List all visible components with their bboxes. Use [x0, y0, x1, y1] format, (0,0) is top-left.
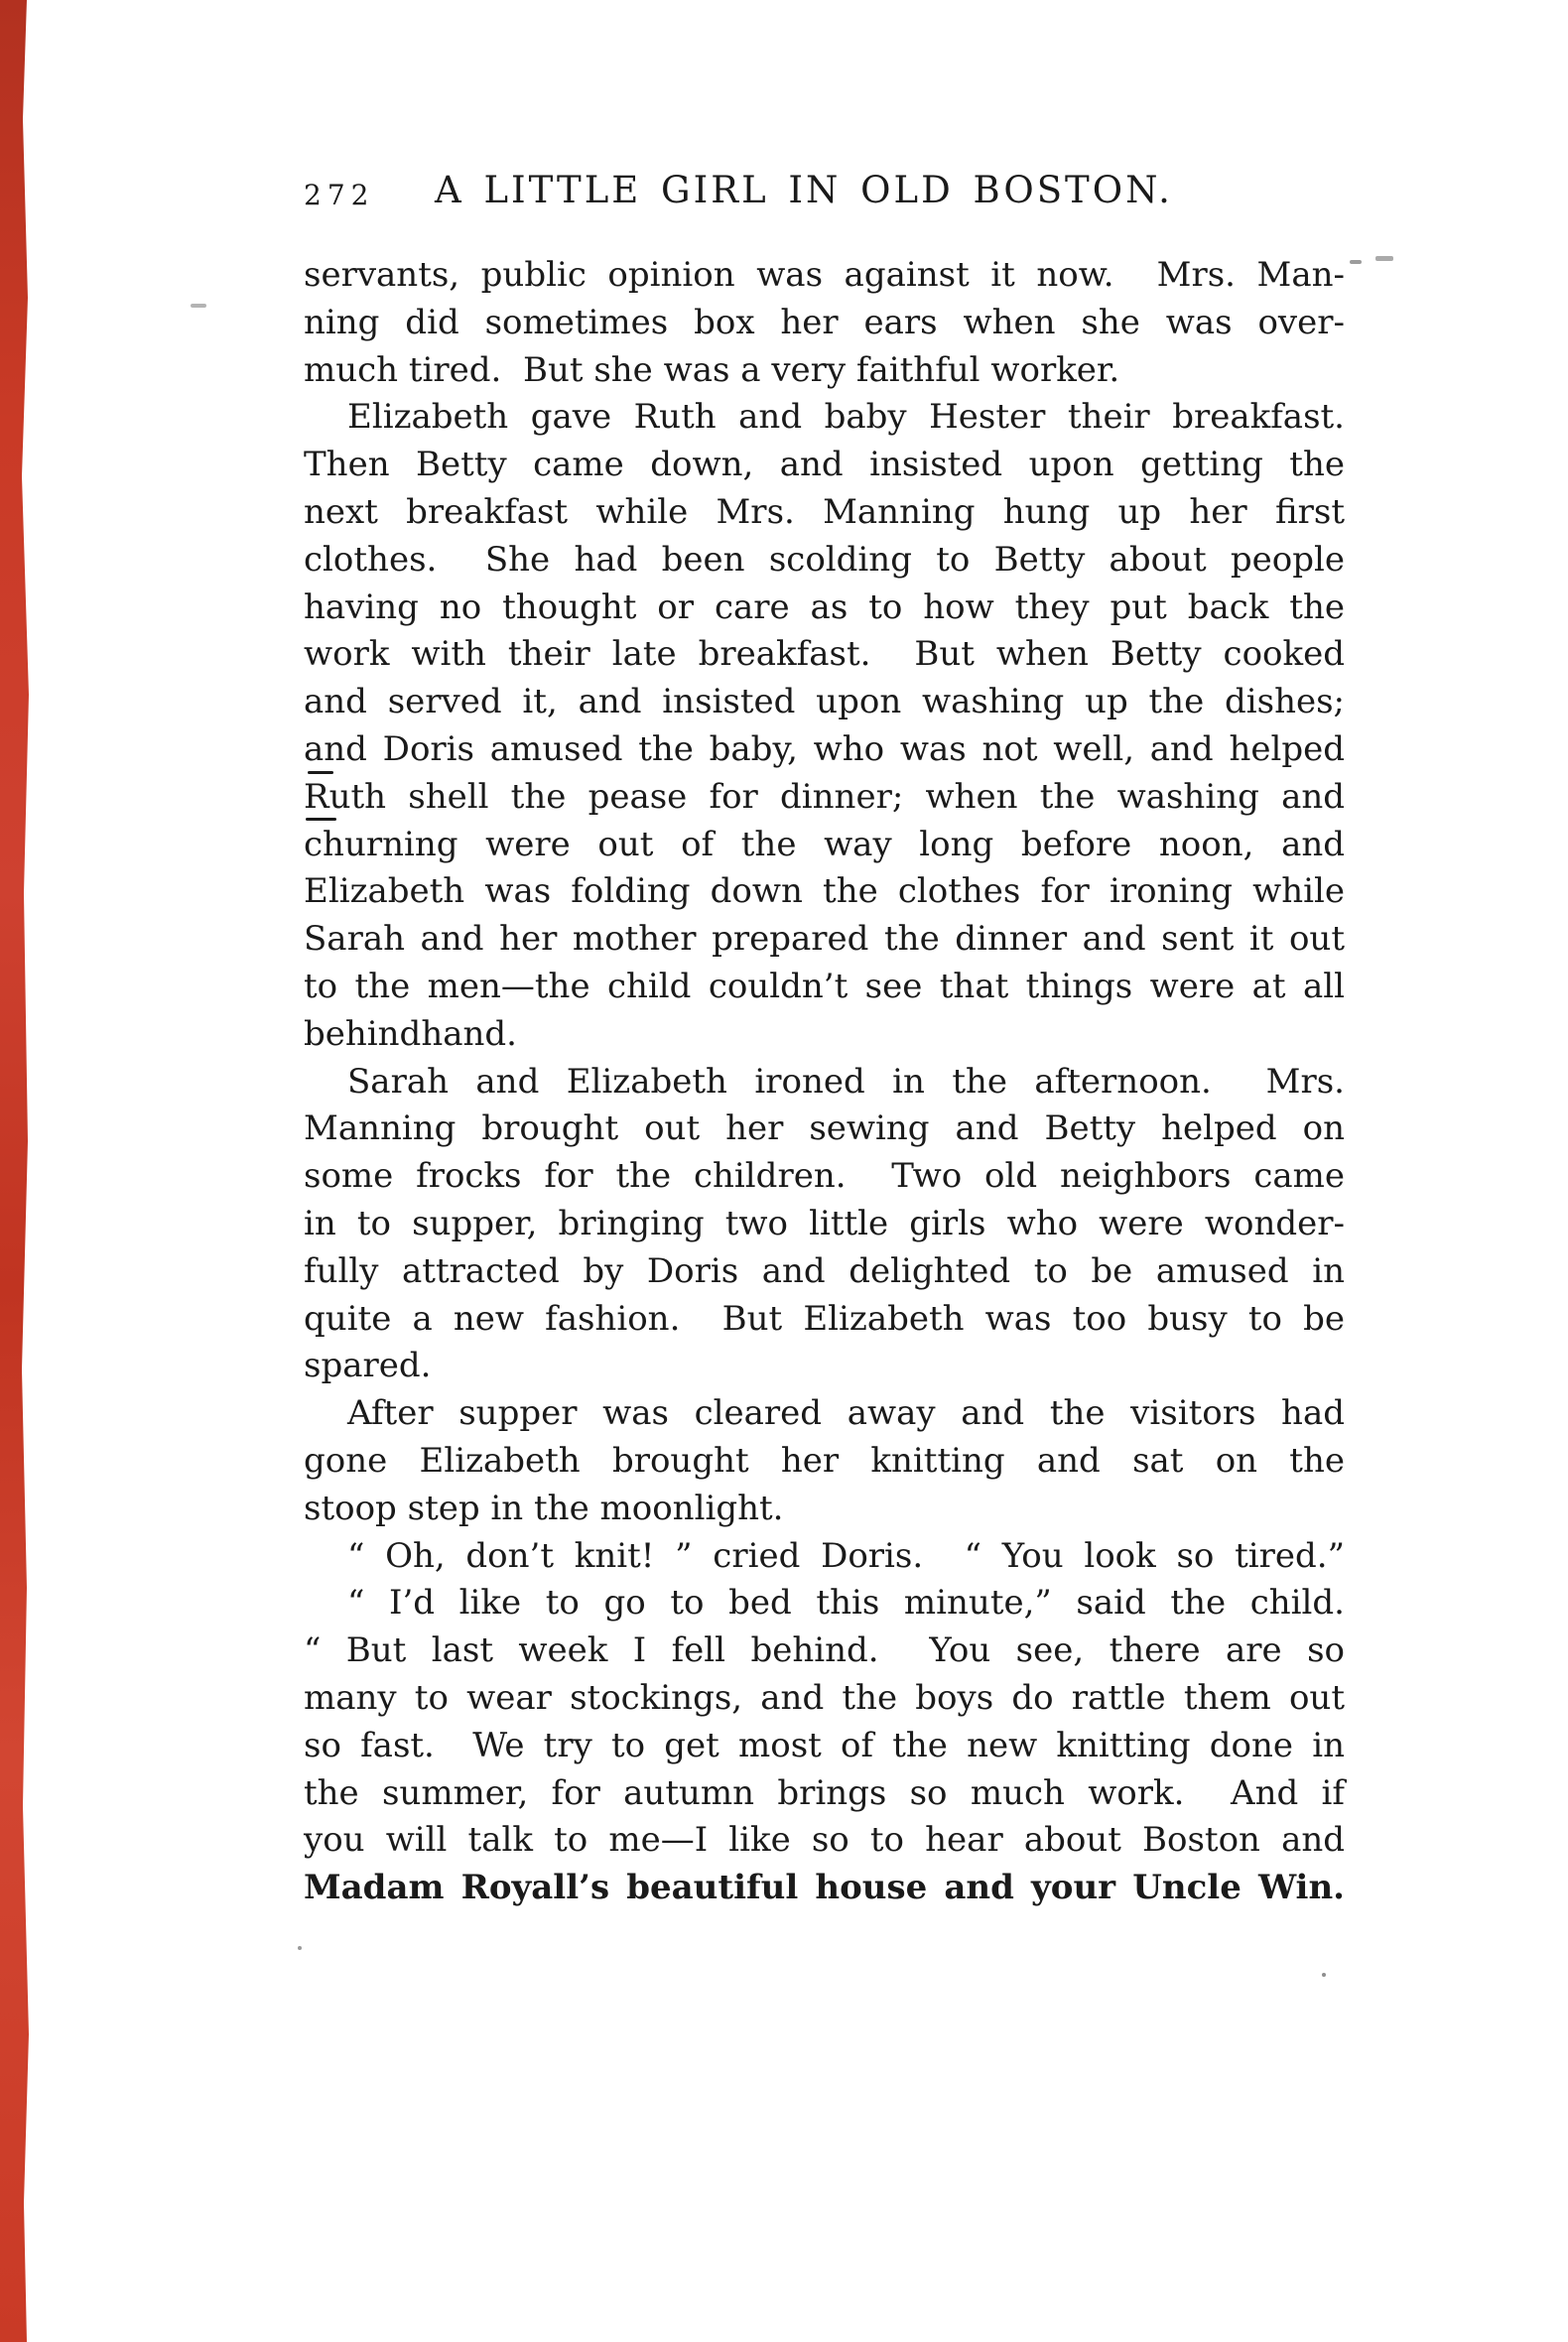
text-line: fully attracted by Doris and delighted to be amused in [304, 1250, 1345, 1291]
overline-mark-churning [306, 818, 336, 821]
text-line: many to wear stockings, and the boys do rattle them out [304, 1677, 1345, 1718]
text-line: After supper was cleared away and the visitors had [347, 1393, 1345, 1434]
text-line: you will talk to me—I like so to hear about Boston and [304, 1820, 1345, 1861]
text-line: work with their late breakfast. But when Betty cooked [304, 634, 1345, 675]
text-line: Elizabeth was folding down the clothes for ironing while [304, 871, 1345, 912]
ink-dots-after-man [1350, 260, 1362, 264]
text-line: and served it, and insisted upon washing up the dishes; [304, 682, 1345, 722]
left-margin-smudge [191, 304, 206, 308]
ink-dots-after-man-2 [1375, 256, 1393, 261]
text-line: so fast. We try to get most of the new knitting done in [304, 1725, 1345, 1765]
text-line: “ I’d like to go to bed this minute,” said the child. [347, 1583, 1345, 1624]
text-line: quite a new fashion. But Elizabeth was too busy to be [304, 1298, 1345, 1339]
page-number: 272 [304, 179, 375, 211]
text-line: the summer, for autumn brings so much work. And if [304, 1772, 1345, 1813]
text-line: ning did sometimes box her ears when she was over- [304, 302, 1345, 342]
overline-mark-ruth [308, 771, 333, 774]
text-line: Sarah and Elizabeth ironed in the afternoon. Mrs. [347, 1061, 1345, 1102]
text-line: gone Elizabeth brought her knitting and sat on the [304, 1440, 1345, 1481]
text-line: churning were out of the way long before noon, and [304, 824, 1345, 864]
text-line: in to supper, bringing two little girls who were wonder- [304, 1203, 1345, 1243]
text-line: some frocks for the children. Two old neighbors came [304, 1156, 1345, 1197]
text-line: Madam Royall’s beautiful house and your Uncle Win. [304, 1868, 1345, 1908]
text-line: clothes. She had been scolding to Betty about people [304, 539, 1345, 580]
bottom-speck-right [1322, 1973, 1326, 1977]
text-line: having no thought or care as to how they put back the [304, 586, 1345, 627]
scan-edge-red-strip [0, 0, 30, 2342]
page-header-title: A LITTLE GIRL IN OLD BOSTON. [435, 169, 1173, 211]
text-line: Sarah and her mother prepared the dinner and sent it out [304, 919, 1345, 960]
text-line: “ But last week I fell behind. You see, there are so [304, 1630, 1345, 1671]
page-header [304, 169, 1345, 218]
text-line: Elizabeth gave Ruth and baby Hester their breakfast. [347, 397, 1345, 438]
text-line: spared. [304, 1346, 432, 1386]
text-line: and Doris amused the baby, who was not well, and helped [304, 728, 1345, 769]
text-line: Then Betty came down, and insisted upon getting the [304, 445, 1345, 485]
text-line: Manning brought out her sewing and Betty helped on [304, 1108, 1345, 1149]
text-line: stoop step in the moonlight. [304, 1488, 784, 1528]
text-line: “ Oh, don’t knit! ” cried Doris. “ You look so tired.” [347, 1535, 1345, 1576]
text-line: next breakfast while Mrs. Manning hung up her first [304, 491, 1345, 532]
text-block [304, 252, 1345, 1912]
text-line: servants, public opinion was against it now. Mrs. Man- [304, 255, 1345, 295]
text-line: behindhand. [304, 1013, 517, 1054]
text-line: much tired. But she was a very faithful worker. [304, 349, 1120, 390]
text-line: Ruth shell the pease for dinner; when the washing and [304, 776, 1345, 817]
bottom-speck-left [298, 1946, 302, 1950]
text-line: to the men—the child couldn’t see that things were at all [304, 966, 1345, 1006]
